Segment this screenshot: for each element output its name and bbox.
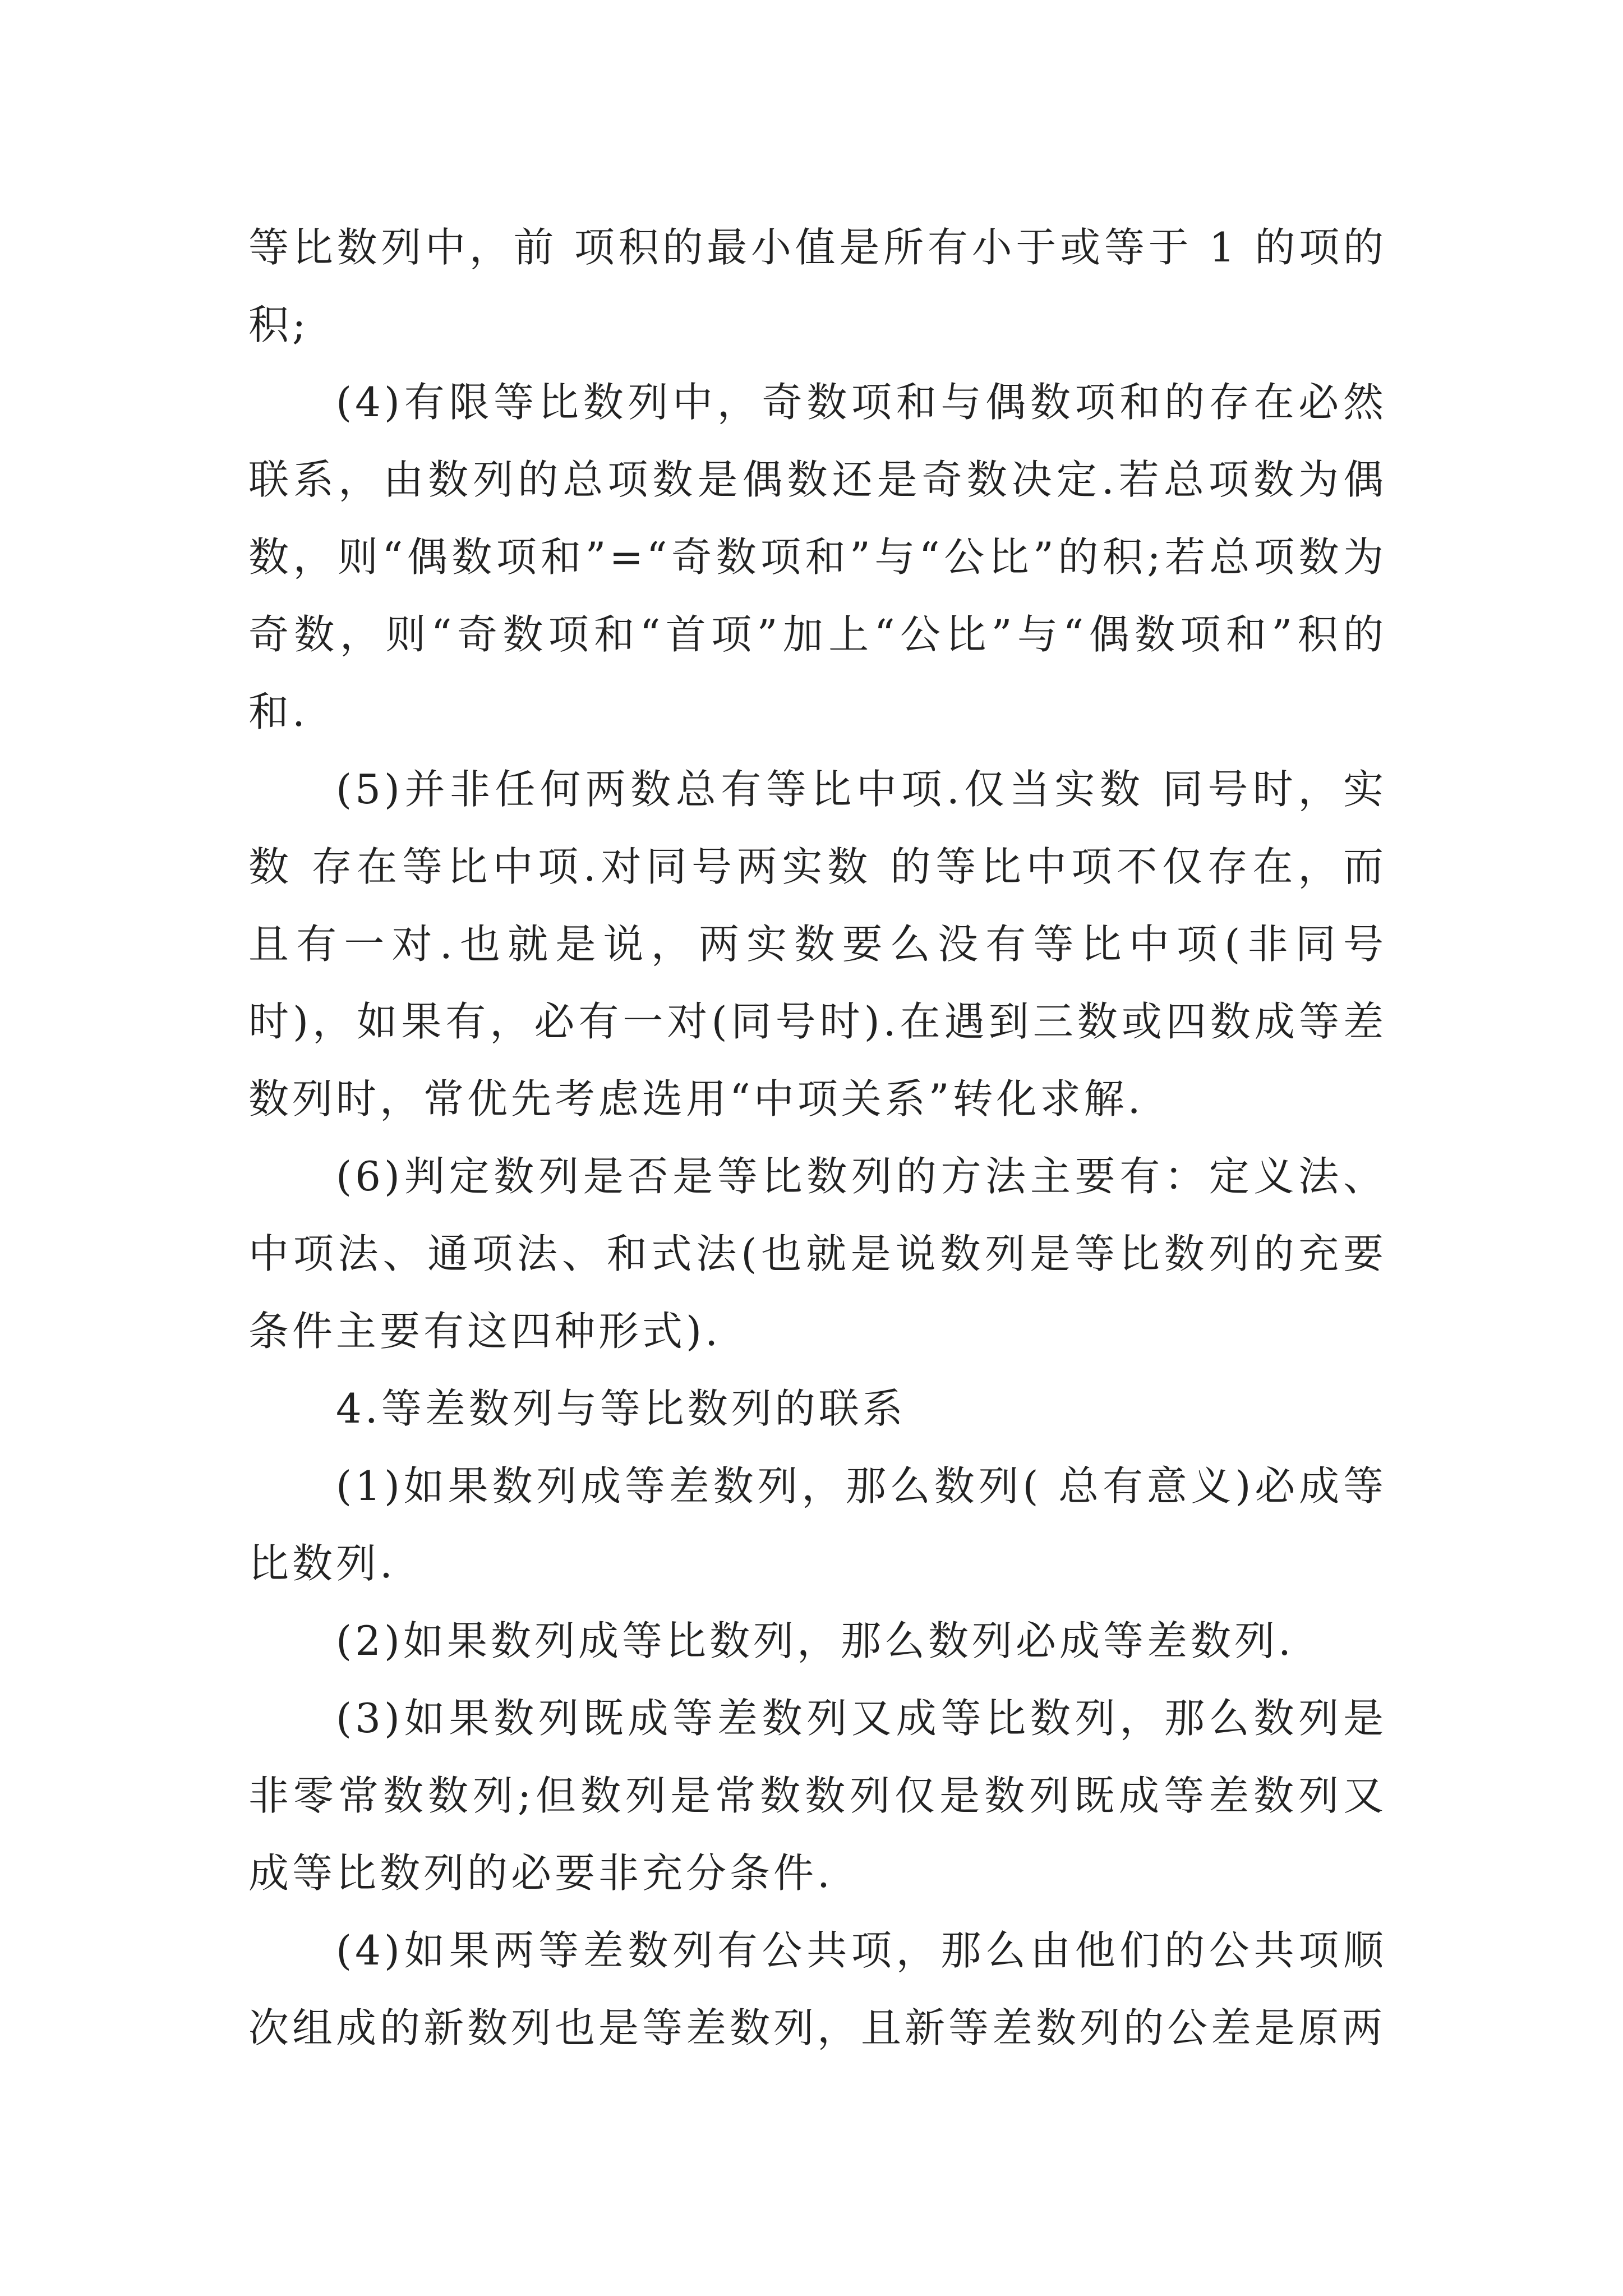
section-heading-4: 4.等差数列与等比数列的联系 <box>336 1385 906 1432</box>
paragraph-7: (2)如果数列成等比数列，那么数列必成等差数列. <box>336 1617 1294 1664</box>
paragraph-1: 等比数列中，前 项积的最小值是所有小于或等于 1 的项的积; <box>248 224 1387 348</box>
paragraph-8: (3)如果数列既成等差数列又成等比数列，那么数列是非零常数数列;但数列是常数数列仅是数列既成等差数列又成等比数列的必要非充分条件. <box>248 1695 1387 1897</box>
paragraph-6: (1)如果数列成等差数列，那么数列( 总有意义)必成等比数列. <box>248 1462 1387 1587</box>
paragraph-3: (5)并非任何两数总有等比中项.仅当实数 同号时，实数 存在等比中项.对同号两实数 的等比中项不仅存在，而且有一对.也就是说，两实数要么没有等比中项(非同号时)，如果有，必有一对(同号时).在遇到三数或四数成等差数列时，常优先考虑选用“中项关系”转化求解. <box>248 766 1387 1122</box>
document-body <box>248 209 1387 2067</box>
paragraph-4: (6)判定数列是否是等比数列的方法主要有：定义法、中项法、通项法、和式法(也就是说数列是等比数列的充要条件主要有这四种形式). <box>248 1153 1387 1355</box>
paragraph-9: (4)如果两等差数列有公共项，那么由他们的公共项顺次组成的新数列也是等差数列，且新等差数列的公差是原两 <box>248 1927 1387 2051</box>
paragraph-2: (4)有限等比数列中，奇数项和与偶数项和的存在必然联系，由数列的总项数是偶数还是奇数决定.若总项数为偶数，则“偶数项和”=“奇数项和”与“公比”的积;若总项数为奇数，则“奇数项和“首项”加上“公比”与“偶数项和”积的和. <box>248 379 1387 735</box>
